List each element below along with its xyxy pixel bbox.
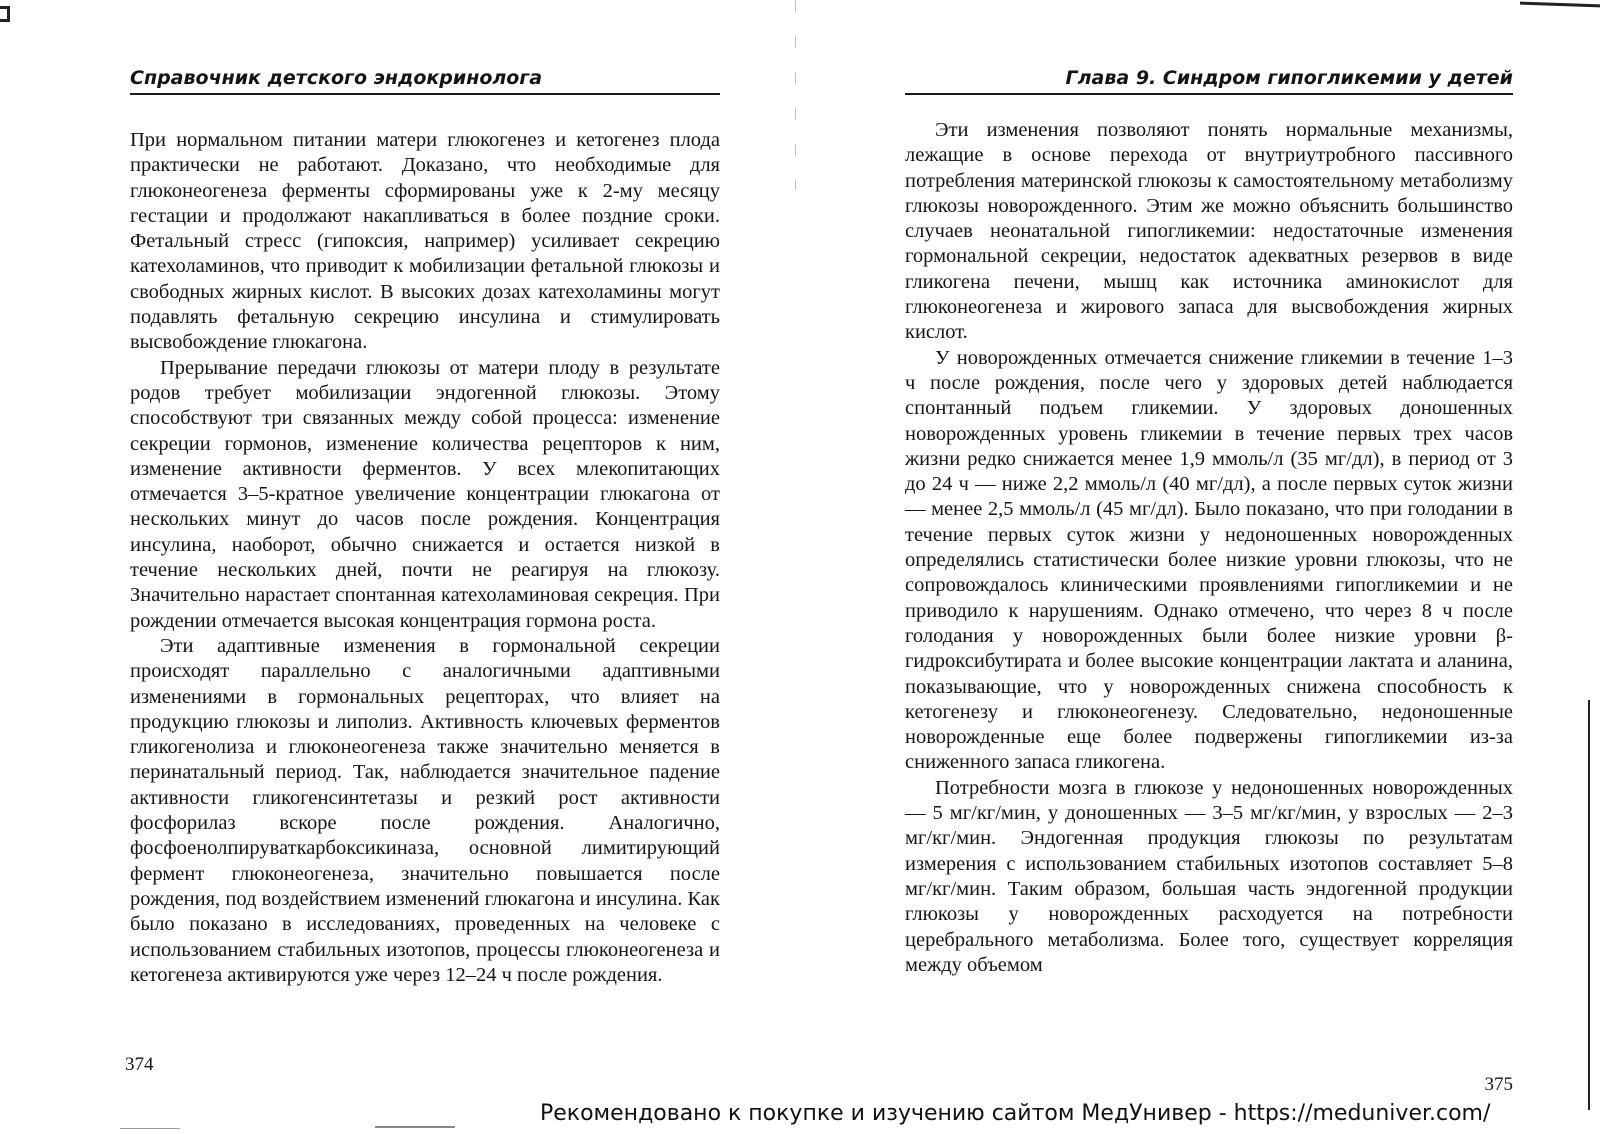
scan-mark-edge (375, 1126, 455, 1128)
paragraph: Эти изменения позволяют понять нормальные механизмы, лежащие в основе перехода от внутриутробного пассивного потребления материнской глюкозы к самостоятельному метаболизму глюкозы новорожденного. Этим же можно объяснить большинство случаев неонатальной гипогликемии: недостаточные изменения гормональной секреции, недостаток адекватных резервов в виде гликогена печени, мышц как источника аминокислот для глюконеогенеза и жирового запаса для высвобождения жирных кислот. (905, 119, 1513, 344)
right-page-number: 375 (1484, 1074, 1513, 1095)
left-running-head: Справочник детского эндокринолога (130, 66, 720, 95)
paragraph: При нормальном питании матери глюкогенез и кетогенез плода практически не работают. Доказано, что необходимые для глюконеогенеза ферменты сформированы уже к 2-му месяцу гестации и продолжают накапливаться в более поздние сроки. Фетальный стресс (гипоксия, например) усиливает секрецию катехоламинов, что приводит к мобилизации фетальной глюкозы и свободных жирных кислот. В высоких дозах катехоламины могут подавлять фетальную секрецию инсулина и стимулировать высвобождение глюкагона. (130, 129, 720, 354)
left-page-number: 374 (125, 1054, 154, 1075)
paragraph: Эти адаптивные изменения в гормональной секреции происходят параллельно с аналогичными адаптивными изменениями в гормональных рецепторах, что влияет на продукцию глюкозы и липолиз. Активность ключевых ферментов гликогенолиза и глюконеогенеза также значительно меняется в перинатальный период. Так, наблюдается значительное падение активности гликогенсинтетазы и резкий рост активности фосфорилаз вскоре после рождения. Аналогично, фосфоенолпируваткарбоксикиназа, основной лимитирующий фермент глюконеогенеза, значительно повышается после рождения, под воздействием изменений глюкагона и инсулина. Как было показано в исследованиях, проведенных на человеке с использованием стабильных изотопов, процессы глюконеогенеза и кетогенеза активируются уже через 12–24 ч после рождения. (130, 634, 720, 986)
watermark-text: Рекомендовано к покупке и изучению сайтом МедУнивер - https://meduniver.com/ (540, 1101, 1491, 1126)
paragraph: У новорожденных отмечается снижение гликемии в течение 1–3 ч после рождения, после чего у здоровых детей наблюдается спонтанный подъем гликемии. У здоровых доношенных новорожденных уровень гликемии в течение первых трех часов жизни редко снижается менее 1,9 ммоль/л (35 мг/дл), в период от 3 до 24 ч — ниже 2,2 ммоль/л (40 мг/дл), а после первых суток жизни — менее 2,5 ммоль/л (45 мг/дл). Было показано, что при голодании в течение первых суток жизни у недоношенных новорожденных определялись статистически более низкие уровни глюкозы, что не сопровождалось клиническими проявлениями гипогликемии и не приводило к нарушениям. Однако отмечено, что через 8 ч после голодания у новорожденных были более низкие уровни β-гидроксибутирата и более высокие концентрации лактата и аланина, показывающие, что у новорожденных снижена способность к кетогенезу и глюконеогенезу. Следовательно, недоношенные новорожденные еще более подвержены гипогликемии из-за сниженного запаса гликогена. (905, 346, 1513, 774)
right-running-head: Глава 9. Синдром гипогликемии у детей (905, 66, 1513, 95)
page-gutter (795, 0, 796, 190)
left-body-text (130, 128, 720, 988)
right-body-text (905, 118, 1513, 978)
scan-mark-edge (1588, 700, 1590, 1110)
paragraph: Потребности мозга в глюкозе у недоношенных новорожденных — 5 мг/кг/мин, у доношенных — 3–5 мг/кг/мин, у взрослых — 2–3 мг/кг/мин. Эндогенная продукция глюкозы по результатам измерения с использованием стабильных изотопов составляет 5–8 мг/кг/мин. Таким образом, большая часть эндогенной продукции глюкозы у новорожденных расходуется на потребности церебрального метаболизма. Более того, существует корреляция между объемом (905, 776, 1513, 976)
scan-mark-corner (0, 19, 10, 22)
scan-mark-edge (120, 1128, 180, 1129)
scan-mark-edge (1520, 2, 1600, 8)
paragraph: Прерывание передачи глюкозы от матери плоду в результате родов требует мобилизации эндогенной глюкозы. Этому способствуют три связанных между собой процесса: изменение секреции гормонов, изменение количества рецепторов к ним, изменение активности ферментов. У всех млекопитающих отмечается 3–5-кратное увеличение концентрации глюкагона от нескольких минут до часов после рождения. Концентрация инсулина, наоборот, обычно снижается и остается низкой в течение нескольких дней, почти не реагируя на глюкозу. Значительно нарастает спонтанная катехоламиновая секреция. При рождении отмечается высокая концентрация гормона роста. (130, 356, 720, 632)
